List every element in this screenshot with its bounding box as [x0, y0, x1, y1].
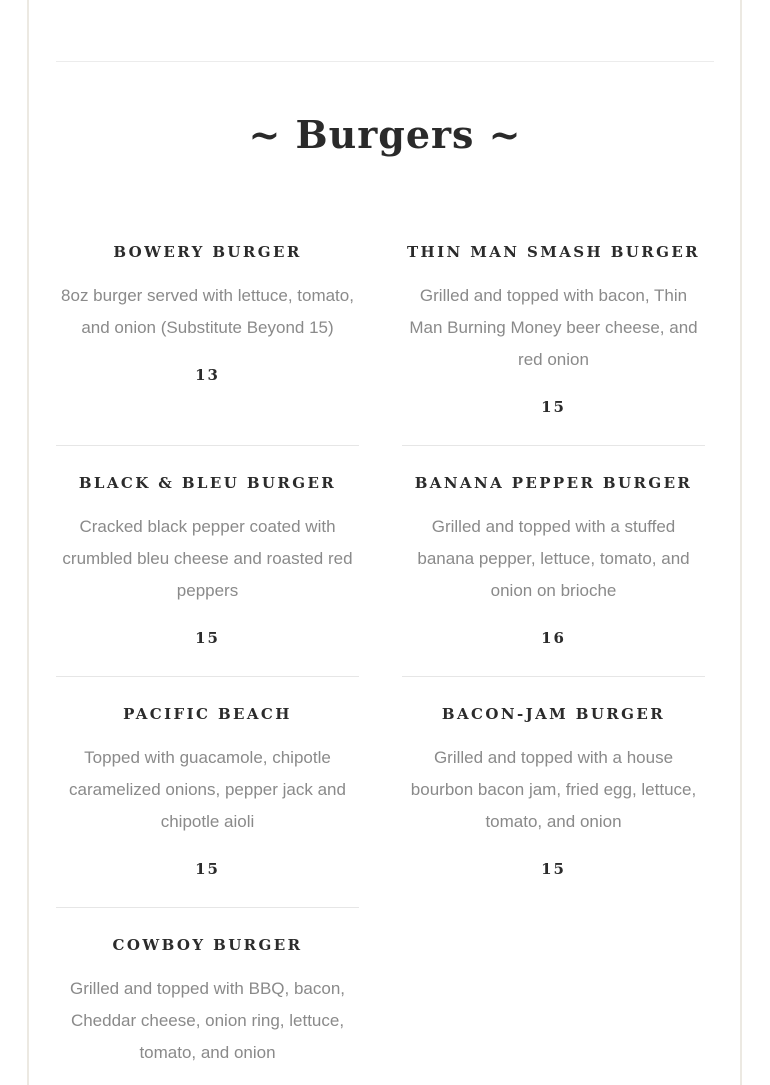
menu-item-name: THIN MAN SMASH BURGER	[406, 243, 701, 261]
item-divider	[402, 676, 705, 677]
menu-item-price: 15	[195, 629, 220, 647]
menu-item	[402, 468, 705, 677]
menu-item-name: COWBOY BURGER	[112, 936, 303, 954]
menu-item	[402, 237, 705, 446]
menu-item-description: Grilled and topped with bacon, Thin Man Burning Money beer cheese, and red onion	[409, 286, 698, 369]
item-divider	[56, 907, 359, 908]
menu-item-description: 8oz burger served with lettuce, tomato, and onion (Substitute Beyond 15)	[61, 286, 354, 337]
menu-item-name: BANANA PEPPER BURGER	[414, 474, 693, 492]
menu-item-name: BACON-JAM BURGER	[441, 705, 666, 723]
menu-item-description: Cracked black pepper coated with crumbled bleu cheese and roasted red peppers	[62, 517, 353, 600]
menu-item-price: 13	[195, 366, 220, 384]
menu-item-price: 16	[541, 629, 566, 647]
menu-item	[56, 468, 359, 677]
menu-item-description: Topped with guacamole, chipotle caramelized onions, pepper jack and chipotle aioli	[69, 748, 346, 831]
section-title: ~ Burgers ~	[248, 112, 522, 157]
item-divider	[56, 445, 359, 446]
menu-item-price: 15	[195, 860, 220, 878]
top-divider	[56, 61, 714, 62]
menu-item	[56, 237, 359, 446]
menu-item	[402, 699, 705, 908]
item-divider	[56, 676, 359, 677]
menu-item-name: BLACK & BLEU BURGER	[78, 474, 337, 492]
menu-item-price: 15	[541, 860, 566, 878]
item-divider	[402, 445, 705, 446]
menu-item-description: Grilled and topped with a house bourbon bacon jam, fried egg, lettuce, tomato, and onion	[410, 748, 697, 831]
menu-item	[56, 930, 359, 1085]
menu-item-price: 15	[541, 398, 566, 416]
menu-item-description: Grilled and topped with BBQ, bacon, Cheddar cheese, onion ring, lettuce, tomato, and onion	[70, 979, 345, 1062]
menu-item	[56, 699, 359, 908]
menu-item-name: BOWERY BURGER	[113, 243, 302, 261]
menu-item-name: PACIFIC BEACH	[123, 705, 292, 723]
menu-item-description: Grilled and topped with a stuffed banana pepper, lettuce, tomato, and onion on brioche	[417, 517, 690, 600]
